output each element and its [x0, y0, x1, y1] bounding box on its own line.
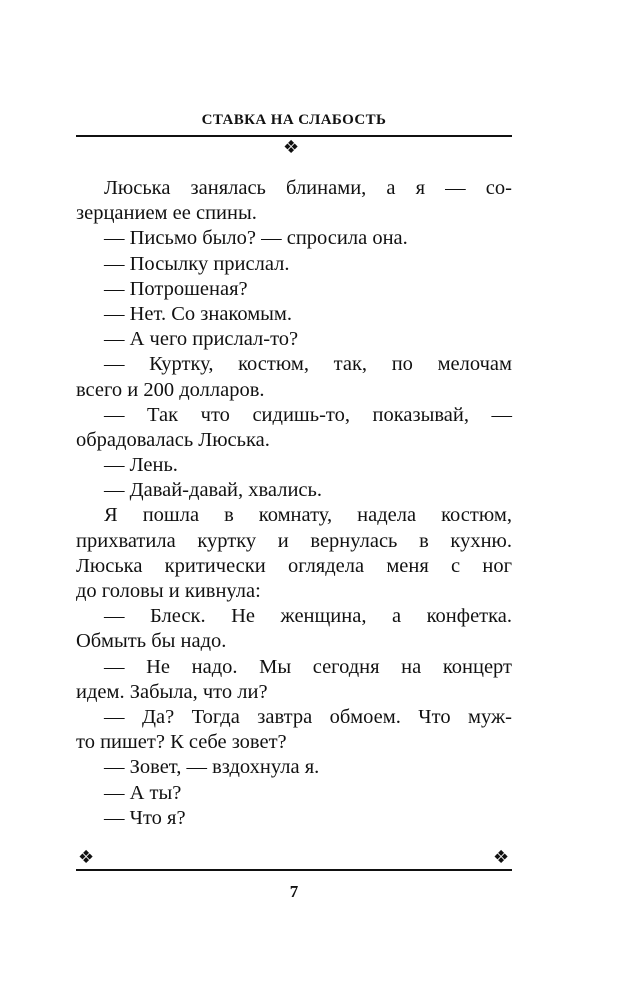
text-line: обрадовалась Люська.	[76, 428, 270, 451]
text-line: — Куртку, костюм, так, по мелочам	[104, 353, 512, 376]
ornament-icon: ❖	[493, 847, 510, 868]
text-line: прихватила куртку и вернулась в кухню.	[76, 529, 512, 552]
text-line: — А ты?	[104, 781, 182, 804]
text-line: — Лень.	[104, 454, 178, 477]
text-line: Люська критически оглядела меня с ног	[76, 554, 512, 577]
text-line: идем. Забыла, что ли?	[76, 680, 268, 703]
text-line: Обмыть бы надо.	[76, 630, 227, 653]
text-line: — Так что сидишь-то, показывай, —	[104, 403, 512, 426]
page-number: 7	[289, 882, 299, 901]
text-line: Люська занялась блинами, а я — со-	[104, 177, 512, 199]
text-line: до головы и кивнула:	[76, 580, 261, 602]
text-line: то пишет? К себе зовет?	[76, 731, 287, 754]
text-line: — Нет. Со знакомым.	[104, 302, 293, 325]
text-line: — Письмо было? — спросила она.	[104, 227, 408, 250]
text-line: — Что я?	[104, 806, 186, 829]
running-head: СТАВКА НА СЛАБОСТЬ	[201, 112, 387, 128]
text-line: — Зовет, — вздохнула я.	[104, 756, 320, 779]
text-line: Я пошла в комнату, надела костюм,	[104, 504, 512, 527]
text-line: — Давай-давай, хвались.	[104, 479, 322, 502]
text-line: — Не надо. Мы сегодня на концерт	[104, 655, 512, 678]
text-line: всего и 200 долларов.	[76, 378, 265, 401]
body-text	[76, 176, 512, 831]
footer-rule	[76, 869, 512, 871]
text-line: — Посылку прислал.	[104, 252, 290, 275]
text-line: — Да? Тогда завтра обмоем. Что муж-	[104, 705, 512, 728]
text-line: — Блеск. Не женщина, а конфетка.	[104, 605, 512, 628]
ornament-icon: ❖	[283, 137, 300, 158]
text-line: — Потрошеная?	[104, 277, 248, 300]
text-line: — А чего прислал-то?	[104, 328, 299, 351]
ornament-icon: ❖	[78, 847, 95, 868]
text-line: зерцанием ее спины.	[76, 202, 257, 225]
